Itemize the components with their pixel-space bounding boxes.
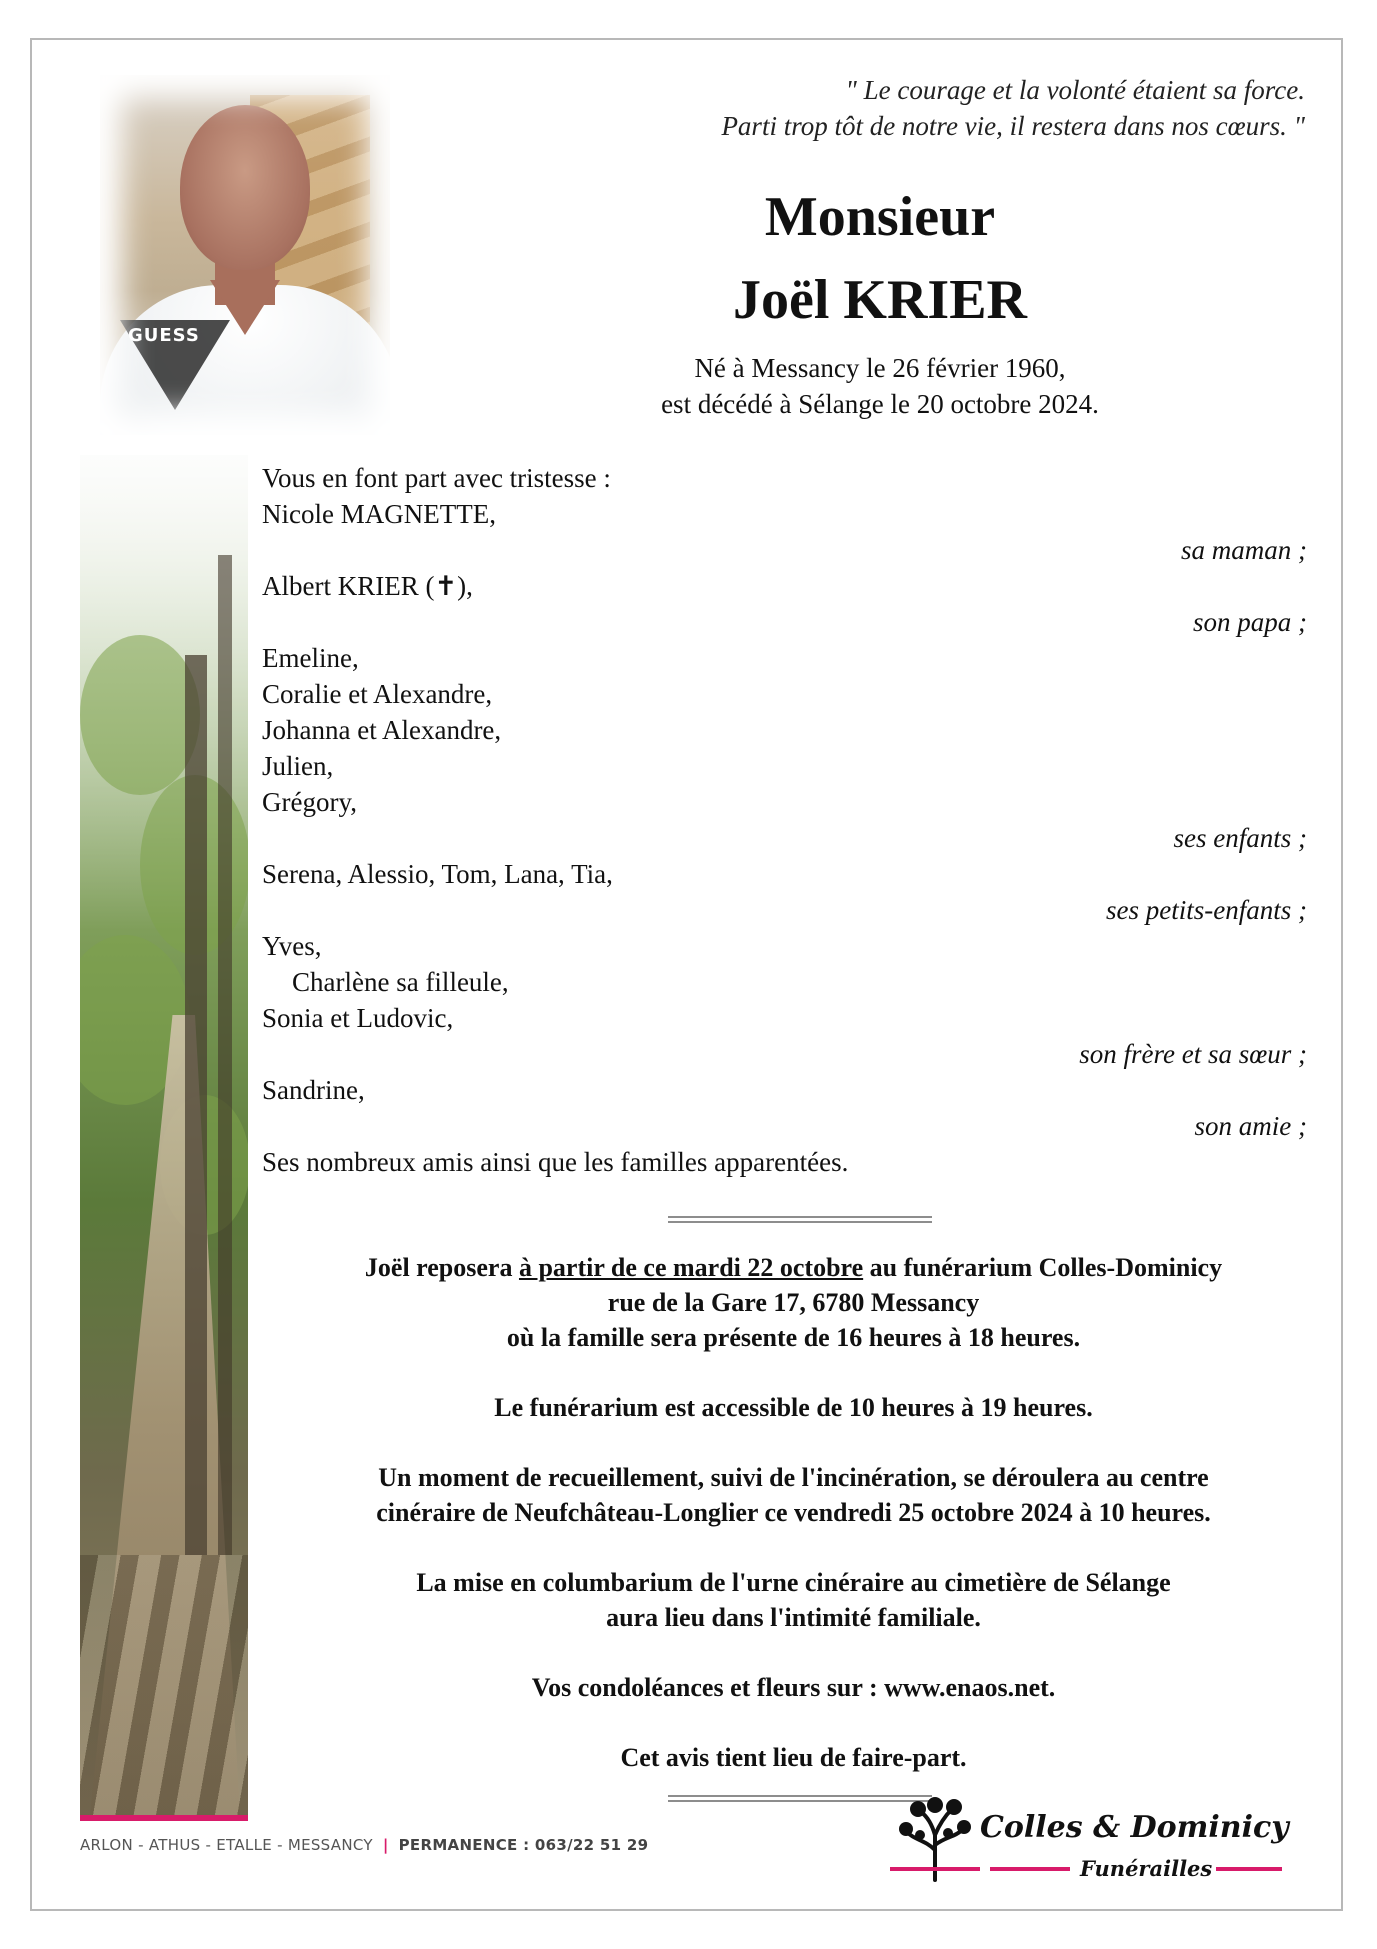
tree-logo-icon [890,1795,980,1885]
family-relation: son papa ; [1193,607,1307,637]
family-member: Yves, [262,931,322,961]
family-relation: sa maman ; [1181,535,1307,565]
condolences-line: Vos condoléances et fleurs sur : www.enaos.net. [531,1673,1056,1702]
deceased-title: Monsieur [764,186,996,248]
family-member: Emeline, [262,643,359,673]
family-member: Serena, Alessio, Tom, Lana, Tia, [262,859,613,889]
family-member: Grégory, [262,787,357,817]
photo-background-stairs [250,95,370,375]
reposera-place: au funérarium Colles-Dominicy [863,1253,1223,1282]
family-member: Vous en font part avec tristesse : [262,463,611,493]
family-member: Albert KRIER (✝), [262,571,473,601]
reposera-date: à partir de ce mardi 22 octobre [518,1253,864,1282]
photo-shirt-text: GUESS [128,325,200,346]
quote [505,72,1305,144]
path-shadows [80,1555,248,1815]
photo-head [180,105,310,270]
death-line: est décédé à Sélange le 20 octobre 2024. [661,389,1099,419]
portrait-photo [100,75,390,435]
columbarium-line-2: aura lieu dans l'intimité familiale. [606,1603,981,1632]
reposera-text: Joël reposera [364,1253,519,1282]
family-relation: ses enfants ; [1173,823,1307,853]
family-member: Ses nombreux amis ainsi que les familles apparentées. [262,1147,849,1177]
family-member: Charlène sa filleule, [292,967,509,997]
foliage [80,635,200,795]
tree-trunk [185,655,207,1555]
pink-accent-bar [80,1815,248,1821]
family-relation: son frère et sa sœur ; [1079,1039,1307,1069]
photo-neck [215,255,275,305]
birth-line: Né à Messancy le 26 février 1960, [694,353,1066,383]
family-member: Johanna et Alexandre, [262,715,502,745]
logo-underline-right [1216,1867,1282,1871]
logo-subtitle: Funérailles [1080,1856,1213,1881]
ceremony-line-1: Un moment de recueillement, suivi de l'incinération, se déroulera au centre [378,1463,1209,1492]
reposera-line [262,1250,1325,1285]
photo-shirt-logo [120,320,230,410]
funerarium-access-hours: Le funérarium est accessible de 10 heures à 19 heures. [494,1393,1093,1422]
family-relation: son amie ; [1194,1111,1307,1141]
photo-vneck [210,280,280,335]
family-member: Julien, [262,751,334,781]
funerarium-address: rue de la Gare 17, 6780 Messancy [607,1288,980,1317]
logo-company-name: Colles & Dominicy [980,1810,1289,1845]
footer-locations: ARLON - ATHUS - ETALLE - MESSANCY [80,1836,373,1854]
family-member: Nicole MAGNETTE, [262,499,496,529]
family-list [262,460,1307,1180]
divider-top [668,1216,932,1223]
quote-line-2: Parti trop tôt de notre vie, il restera dans nos cœurs. " [721,111,1305,141]
tree-trunk [218,555,232,1555]
footer-contact [80,1836,648,1854]
footer-separator: | [382,1836,389,1854]
deceased-name: Joël KRIER [733,269,1027,331]
notice-line: Cet avis tient lieu de faire-part. [620,1743,967,1772]
family-member: Sandrine, [262,1075,365,1105]
logo-underline-left [890,1867,980,1871]
photo-shirt [100,285,390,435]
ceremony-line-2: cinéraire de Neufchâteau-Longlier ce vendredi 25 octobre 2024 à 10 heures. [376,1498,1211,1527]
family-member: Coralie et Alexandre, [262,679,493,709]
family-present-hours: où la famille sera présente de 16 heures à 18 heures. [506,1323,1081,1352]
family-relation: ses petits-enfants ; [1106,895,1307,925]
family-member: Sonia et Ludovic, [262,1003,454,1033]
quote-line-1: " Le courage et la volonté étaient sa force. [845,75,1305,105]
forest-path-image [80,455,248,1815]
logo-underline-mid [990,1867,1070,1871]
footer-permanence: PERMANENCE : 063/22 51 29 [398,1836,649,1854]
columbarium-line-1: La mise en columbarium de l'urne cinéraire au cimetière de Sélange [416,1568,1171,1597]
